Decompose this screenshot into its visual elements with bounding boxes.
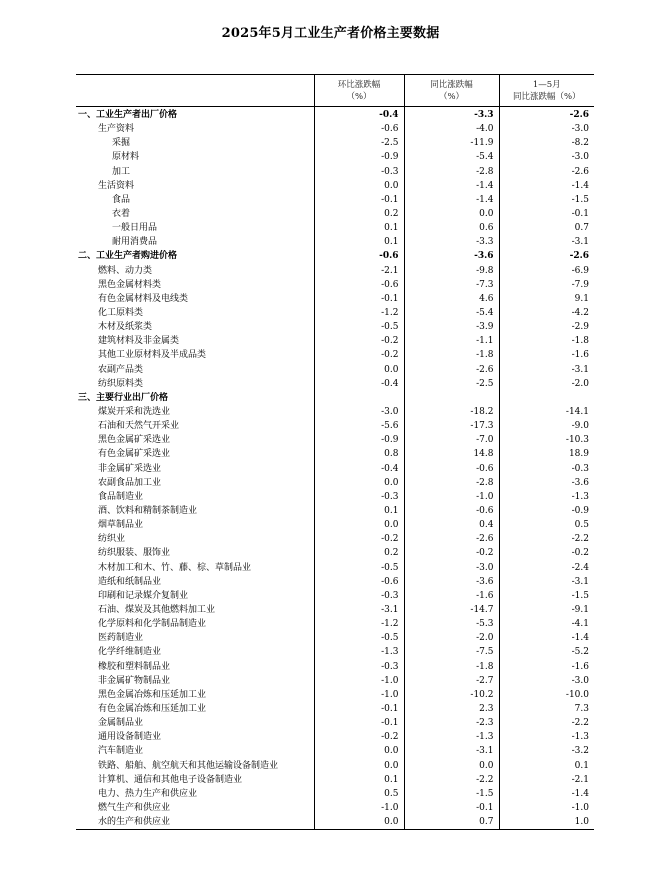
ytd-value: -2.1 xyxy=(499,773,594,787)
mom-value xyxy=(314,391,404,405)
ytd-value xyxy=(499,391,594,405)
yoy-value: -1.0 xyxy=(404,490,499,504)
header-yoy xyxy=(404,75,499,107)
mom-value: -0.1 xyxy=(314,193,404,207)
table-row xyxy=(76,207,594,221)
table-row xyxy=(76,179,594,193)
row-label: 化工原料类 xyxy=(98,308,144,319)
table-row xyxy=(76,107,594,123)
table-row xyxy=(76,221,594,235)
mom-value: -0.2 xyxy=(314,334,404,348)
ytd-value: 0.7 xyxy=(499,221,594,235)
ytd-value: -1.4 xyxy=(499,787,594,801)
table-row xyxy=(76,645,594,659)
table-row xyxy=(76,433,594,447)
yoy-value: -1.8 xyxy=(404,659,499,673)
yoy-value: -2.3 xyxy=(404,716,499,730)
ytd-value: 7.3 xyxy=(499,702,594,716)
row-label: 燃料、动力类 xyxy=(98,265,153,276)
yoy-value: -1.8 xyxy=(404,348,499,362)
ytd-value: -6.9 xyxy=(499,264,594,278)
table-body xyxy=(76,107,594,830)
table-row xyxy=(76,674,594,688)
row-label: 农副产品类 xyxy=(98,364,144,375)
ytd-value: -4.2 xyxy=(499,306,594,320)
row-label: 石油、煤炭及其他燃料加工业 xyxy=(98,604,216,615)
row-label: 食品制造业 xyxy=(98,491,144,502)
yoy-value: -3.1 xyxy=(404,744,499,758)
row-label: 烟草制品业 xyxy=(98,520,144,531)
ytd-value: -1.3 xyxy=(499,490,594,504)
yoy-value: -7.3 xyxy=(404,278,499,292)
row-label: 加工 xyxy=(112,166,131,177)
yoy-value: -17.3 xyxy=(404,419,499,433)
mom-value: 0.0 xyxy=(314,758,404,772)
ytd-value: -1.0 xyxy=(499,801,594,815)
table-row xyxy=(76,306,594,320)
ytd-value: 9.1 xyxy=(499,292,594,306)
row-label: 木材及纸浆类 xyxy=(98,322,153,333)
table-row xyxy=(76,136,594,150)
yoy-value: -11.9 xyxy=(404,136,499,150)
table-row xyxy=(76,377,594,391)
yoy-value: -7.5 xyxy=(404,645,499,659)
yoy-value: -0.1 xyxy=(404,801,499,815)
mom-value: -0.5 xyxy=(314,561,404,575)
table-row xyxy=(76,462,594,476)
row-label: 煤炭开采和洗选业 xyxy=(98,407,171,418)
ytd-value: -2.4 xyxy=(499,561,594,575)
ytd-value: -0.9 xyxy=(499,504,594,518)
table-row xyxy=(76,504,594,518)
ytd-value: 1.0 xyxy=(499,815,594,830)
ytd-value: -4.1 xyxy=(499,617,594,631)
ytd-value: -10.0 xyxy=(499,688,594,702)
row-label: 计算机、通信和其他电子设备制造业 xyxy=(98,774,243,785)
mom-value: -2.5 xyxy=(314,136,404,150)
mom-value: -0.6 xyxy=(314,249,404,263)
table-row xyxy=(76,363,594,377)
row-label: 纺织服装、服饰业 xyxy=(98,548,171,559)
table-row xyxy=(76,476,594,490)
yoy-value: -3.3 xyxy=(404,235,499,249)
header-mom xyxy=(314,75,404,107)
yoy-value: -3.6 xyxy=(404,575,499,589)
ytd-value: -1.4 xyxy=(499,631,594,645)
table-row xyxy=(76,405,594,419)
yoy-value: -4.0 xyxy=(404,122,499,136)
yoy-value: 0.6 xyxy=(404,221,499,235)
row-label: 酒、饮料和精制茶制造业 xyxy=(98,506,198,516)
mom-value: 0.2 xyxy=(314,546,404,560)
yoy-value: -10.2 xyxy=(404,688,499,702)
row-label: 生活资料 xyxy=(98,180,135,191)
yoy-value: -5.4 xyxy=(404,306,499,320)
table-row xyxy=(76,292,594,306)
mom-value: -1.0 xyxy=(314,674,404,688)
header-mom-unit: （%） xyxy=(346,91,372,102)
table-row xyxy=(76,391,594,405)
header-indicator xyxy=(76,75,314,107)
row-label: 有色金属材料及电线类 xyxy=(98,293,189,304)
table-row xyxy=(76,730,594,744)
ytd-value: -3.1 xyxy=(499,235,594,249)
yoy-value: -5.4 xyxy=(404,150,499,164)
yoy-value: 0.4 xyxy=(404,518,499,532)
mom-value: -1.3 xyxy=(314,645,404,659)
mom-value: -0.3 xyxy=(314,490,404,504)
yoy-value: -1.4 xyxy=(404,193,499,207)
mom-value: -5.6 xyxy=(314,419,404,433)
row-label: 生产资料 xyxy=(98,124,135,135)
yoy-value: -5.3 xyxy=(404,617,499,631)
ytd-value: -2.2 xyxy=(499,532,594,546)
table-row xyxy=(76,702,594,716)
header-yoy-label: 同比涨跌幅 xyxy=(430,79,473,90)
yoy-value: -14.7 xyxy=(404,603,499,617)
mom-value: 0.0 xyxy=(314,744,404,758)
mom-value: -0.3 xyxy=(314,589,404,603)
table-row xyxy=(76,518,594,532)
yoy-value: -3.9 xyxy=(404,320,499,334)
row-label: 黑色金属材料类 xyxy=(98,279,162,290)
mom-value: 0.1 xyxy=(314,221,404,235)
ytd-value: -3.0 xyxy=(499,122,594,136)
table-row xyxy=(76,758,594,772)
ppi-data-table xyxy=(76,74,594,830)
yoy-value: 0.0 xyxy=(404,207,499,221)
mom-value: -0.4 xyxy=(314,377,404,391)
header-ytd-label: 1—5月 xyxy=(532,79,561,90)
mom-value: -0.2 xyxy=(314,532,404,546)
mom-value: 0.1 xyxy=(314,235,404,249)
row-label: 农副食品加工业 xyxy=(98,477,162,488)
header-yoy-unit: （%） xyxy=(438,91,465,102)
table-row xyxy=(76,235,594,249)
table-row xyxy=(76,264,594,278)
ytd-value: -0.2 xyxy=(499,546,594,560)
row-label: 食品 xyxy=(112,194,131,205)
table-row xyxy=(76,787,594,801)
yoy-value: -2.8 xyxy=(404,476,499,490)
mom-value: -1.2 xyxy=(314,617,404,631)
ytd-value: -2.6 xyxy=(499,165,594,179)
yoy-value: -2.6 xyxy=(404,363,499,377)
mom-value: -0.6 xyxy=(314,122,404,136)
yoy-value: -9.8 xyxy=(404,264,499,278)
table-row xyxy=(76,193,594,207)
table-row xyxy=(76,688,594,702)
ytd-value: 0.5 xyxy=(499,518,594,532)
ytd-value: -1.3 xyxy=(499,730,594,744)
row-label: 建筑材料及非金属类 xyxy=(98,336,180,347)
yoy-value: -18.2 xyxy=(404,405,499,419)
yoy-value: -2.2 xyxy=(404,773,499,787)
ytd-value: -9.1 xyxy=(499,603,594,617)
yoy-value: 2.3 xyxy=(404,702,499,716)
mom-value: -0.2 xyxy=(314,348,404,362)
table-row xyxy=(76,617,594,631)
ytd-value: -3.1 xyxy=(499,363,594,377)
yoy-value: -3.0 xyxy=(404,561,499,575)
mom-value: -0.6 xyxy=(314,575,404,589)
ytd-value: -3.0 xyxy=(499,674,594,688)
ytd-value: -9.0 xyxy=(499,419,594,433)
mom-value: -0.2 xyxy=(314,730,404,744)
row-label: 造纸和纸制品业 xyxy=(98,576,162,587)
table-row xyxy=(76,561,594,575)
yoy-value: -2.7 xyxy=(404,674,499,688)
mom-value: -0.1 xyxy=(314,702,404,716)
mom-value: -0.1 xyxy=(314,716,404,730)
ytd-value: -10.3 xyxy=(499,433,594,447)
yoy-value: 14.8 xyxy=(404,447,499,461)
mom-value: -0.4 xyxy=(314,107,404,123)
ytd-value: -0.3 xyxy=(499,462,594,476)
yoy-value: 0.7 xyxy=(404,815,499,830)
row-label: 印刷和记录媒介复制业 xyxy=(98,590,189,601)
row-label: 纺织业 xyxy=(98,534,126,545)
table-row xyxy=(76,490,594,504)
row-label: 石油和天然气开采业 xyxy=(98,421,180,432)
table-row xyxy=(76,278,594,292)
mom-value: -0.3 xyxy=(314,165,404,179)
ytd-value: -2.9 xyxy=(499,320,594,334)
ytd-value: -1.5 xyxy=(499,193,594,207)
row-label: 原材料 xyxy=(112,152,140,163)
mom-value: 0.5 xyxy=(314,787,404,801)
table-row xyxy=(76,419,594,433)
ytd-value: -14.1 xyxy=(499,405,594,419)
table-row xyxy=(76,320,594,334)
mom-value: -1.0 xyxy=(314,688,404,702)
yoy-value: -1.3 xyxy=(404,730,499,744)
mom-value: 0.1 xyxy=(314,773,404,787)
page-title: 2025年5月工业生产者价格主要数据 xyxy=(221,26,440,41)
ytd-value: -0.1 xyxy=(499,207,594,221)
mom-value: 0.0 xyxy=(314,363,404,377)
table-row xyxy=(76,631,594,645)
row-label: 一、工业生产者出厂价格 xyxy=(78,110,178,121)
mom-value: -0.9 xyxy=(314,433,404,447)
table-row xyxy=(76,447,594,461)
yoy-value: -1.5 xyxy=(404,787,499,801)
header-ytd-sub: 同比涨跌幅（%） xyxy=(512,91,581,102)
row-label: 金属制品业 xyxy=(98,718,144,729)
mom-value: 0.0 xyxy=(314,179,404,193)
ytd-value: -1.4 xyxy=(499,179,594,193)
row-label: 橡胶和塑料制品业 xyxy=(98,661,171,672)
row-label: 一般日用品 xyxy=(112,223,158,234)
mom-value: -0.5 xyxy=(314,320,404,334)
ytd-value: -2.6 xyxy=(499,249,594,263)
table-row xyxy=(76,744,594,758)
row-label: 黑色金属矿采选业 xyxy=(98,435,171,446)
mom-value: -1.2 xyxy=(314,306,404,320)
row-label: 衣着 xyxy=(112,209,131,220)
row-label: 通用设备制造业 xyxy=(98,732,162,743)
ytd-value: -8.2 xyxy=(499,136,594,150)
table-row xyxy=(76,716,594,730)
yoy-value: -2.8 xyxy=(404,165,499,179)
row-label: 医药制造业 xyxy=(98,633,144,644)
ytd-value: -7.9 xyxy=(499,278,594,292)
mom-value: -0.1 xyxy=(314,292,404,306)
mom-value: 0.0 xyxy=(314,476,404,490)
yoy-value: 0.0 xyxy=(404,758,499,772)
yoy-value: -3.6 xyxy=(404,249,499,263)
mom-value: -0.5 xyxy=(314,631,404,645)
yoy-value: -0.6 xyxy=(404,504,499,518)
row-label: 二、工业生产者购进价格 xyxy=(78,251,178,262)
row-label: 水的生产和供应业 xyxy=(76,815,314,830)
row-label: 采掘 xyxy=(112,138,131,149)
yoy-value: -7.0 xyxy=(404,433,499,447)
table-row xyxy=(76,575,594,589)
row-label: 黑色金属冶炼和压延加工业 xyxy=(98,689,207,700)
yoy-value: -1.1 xyxy=(404,334,499,348)
ytd-value: 0.1 xyxy=(499,758,594,772)
ytd-value: -2.0 xyxy=(499,377,594,391)
mom-value: -1.0 xyxy=(314,801,404,815)
mom-value: -0.4 xyxy=(314,462,404,476)
table-row xyxy=(76,150,594,164)
mom-value: -0.6 xyxy=(314,278,404,292)
yoy-value: -3.3 xyxy=(404,107,499,123)
ytd-value: -3.2 xyxy=(499,744,594,758)
ytd-value: -3.6 xyxy=(499,476,594,490)
mom-value: -2.1 xyxy=(314,264,404,278)
row-label: 电力、热力生产和供应业 xyxy=(98,788,198,799)
yoy-value: 4.6 xyxy=(404,292,499,306)
ytd-value: 18.9 xyxy=(499,447,594,461)
yoy-value: -1.6 xyxy=(404,589,499,603)
table-row xyxy=(76,334,594,348)
ytd-value: -1.5 xyxy=(499,589,594,603)
mom-value: -0.9 xyxy=(314,150,404,164)
row-label: 化学纤维制造业 xyxy=(98,647,162,658)
row-label: 铁路、船舶、航空航天和其他运输设备制造业 xyxy=(98,760,279,771)
mom-value: 0.0 xyxy=(314,518,404,532)
table-row xyxy=(76,815,594,830)
table-row xyxy=(76,659,594,673)
row-label: 三、主要行业出厂价格 xyxy=(78,392,169,403)
row-label: 非金属矿采选业 xyxy=(98,463,162,474)
table-row xyxy=(76,348,594,362)
mom-value: -3.0 xyxy=(314,405,404,419)
yoy-value: -2.0 xyxy=(404,631,499,645)
table-row xyxy=(76,589,594,603)
table-row xyxy=(76,773,594,787)
table-header-row xyxy=(76,75,594,107)
ytd-value: -2.6 xyxy=(499,107,594,123)
yoy-value: -2.6 xyxy=(404,532,499,546)
ytd-value: -1.6 xyxy=(499,659,594,673)
header-ytd xyxy=(499,75,594,107)
table-row xyxy=(76,165,594,179)
mom-value: 0.1 xyxy=(314,504,404,518)
yoy-value: -2.5 xyxy=(404,377,499,391)
row-label: 燃气生产和供应业 xyxy=(98,802,171,813)
mom-value: 0.8 xyxy=(314,447,404,461)
yoy-value: -0.6 xyxy=(404,462,499,476)
row-label: 非金属矿物制品业 xyxy=(98,675,171,686)
ytd-value: -5.2 xyxy=(499,645,594,659)
ytd-value: -2.2 xyxy=(499,716,594,730)
row-label: 耐用消费品 xyxy=(112,237,158,248)
row-label: 汽车制造业 xyxy=(98,746,144,757)
yoy-value: -1.4 xyxy=(404,179,499,193)
table-row xyxy=(76,249,594,263)
row-label: 化学原料和化学制品制造业 xyxy=(98,619,207,630)
row-label: 纺织原料类 xyxy=(98,378,144,389)
table-row xyxy=(76,122,594,136)
row-label: 有色金属矿采选业 xyxy=(98,449,171,460)
table-row xyxy=(76,532,594,546)
table-row xyxy=(76,603,594,617)
ytd-value: -1.8 xyxy=(499,334,594,348)
table-row xyxy=(76,546,594,560)
row-label: 木材加工和木、竹、藤、棕、草制品业 xyxy=(98,562,252,573)
mom-value: 0.0 xyxy=(314,815,404,830)
row-label: 其他工业原材料及半成品类 xyxy=(98,350,207,361)
row-label: 有色金属冶炼和压延加工业 xyxy=(98,703,207,714)
yoy-value xyxy=(404,391,499,405)
mom-value: -0.3 xyxy=(314,659,404,673)
yoy-value: -0.2 xyxy=(404,546,499,560)
ytd-value: -1.6 xyxy=(499,348,594,362)
mom-value: -3.1 xyxy=(314,603,404,617)
mom-value: 0.2 xyxy=(314,207,404,221)
header-mom-label: 环比涨跌幅 xyxy=(337,79,381,90)
ytd-value: -3.1 xyxy=(499,575,594,589)
ytd-value: -3.0 xyxy=(499,150,594,164)
table-row xyxy=(76,801,594,815)
